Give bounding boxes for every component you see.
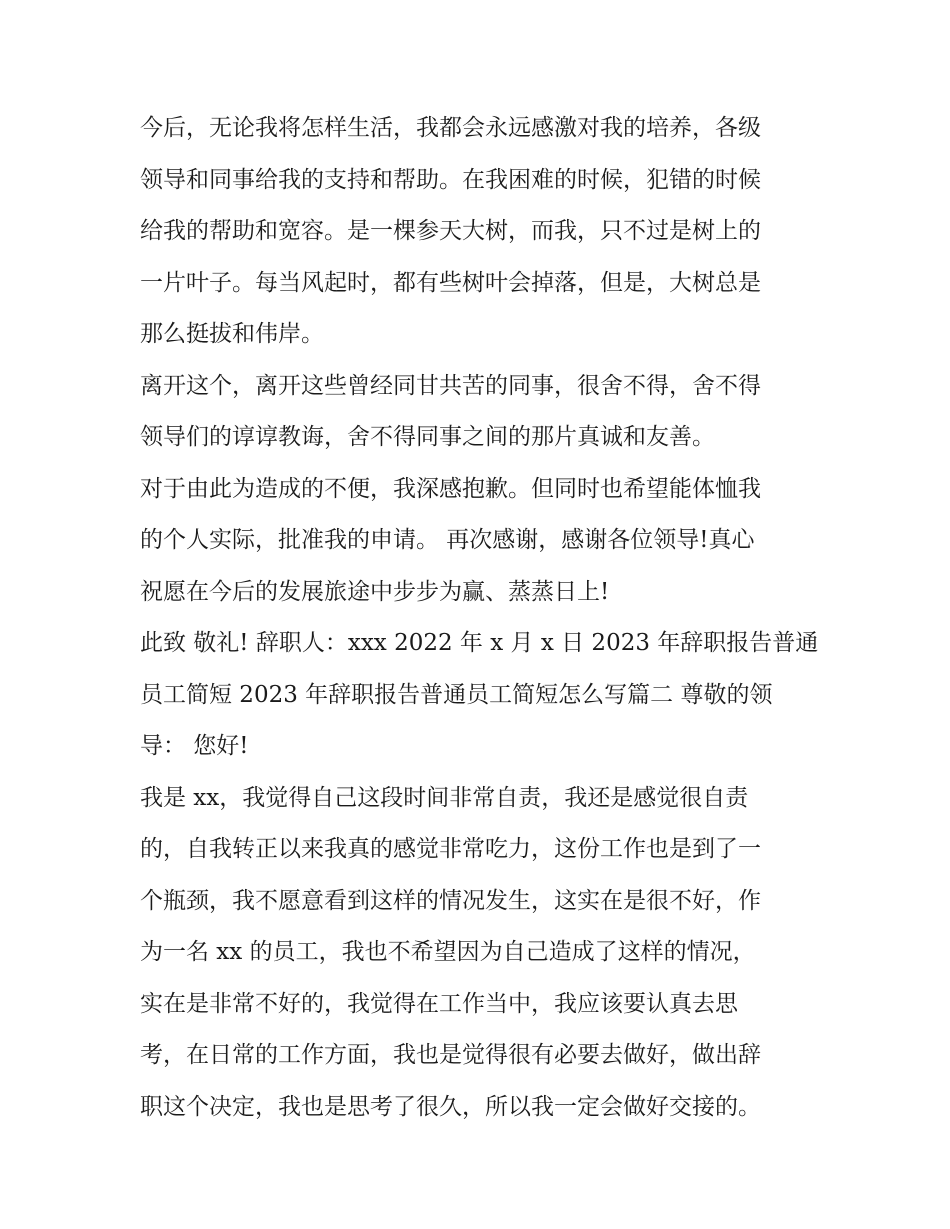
text-line: 领导和同事给我的支持和帮助。在我困难的时候，犯错的时候 <box>140 166 761 193</box>
text-line: 导： 您好! <box>140 733 249 759</box>
text-line: 实在是非常不好的，我觉得在工作当中，我应该要认真去思 <box>140 990 738 1017</box>
text-line: 此致 敬礼! 辞职人：xxx 2022 年 x 月 x 日 2023 年辞职报告普通 <box>140 630 819 656</box>
text-line: 离开这个，离开这些曾经同甘共苦的同事，很舍不得，舍不得 <box>140 372 761 399</box>
text-line: 我是 xx，我觉得自己这段时间非常自责，我还是感觉很自责 <box>140 784 749 811</box>
text-line: 对于由此为造成的不便，我深感抱歉。但同时也希望能体恤我 <box>140 475 761 502</box>
text-line: 考，在日常的工作方面，我也是觉得很有必要去做好，做出辞 <box>140 1042 761 1068</box>
text-line: 给我的帮助和宽容。是一棵参天大树，而我，只不过是树上的 <box>140 218 761 244</box>
text-line: 员工简短 2023 年辞职报告普通员工简短怎么写篇二 尊敬的领 <box>140 681 773 708</box>
text-line: 那么挺拔和伟岸。 <box>140 321 324 347</box>
text-line: 领导们的谆谆教诲，舍不得同事之间的那片真诚和友善。 <box>140 424 715 450</box>
text-line: 今后，无论我将怎样生活，我都会永远感激对我的培养，各级 <box>140 115 761 141</box>
text-line: 职这个决定，我也是思考了很久，所以我一定会做好交接的。 <box>140 1093 761 1120</box>
text-line: 一片叶子。每当风起时，都有些树叶会掉落，但是，大树总是 <box>140 269 761 296</box>
text-line: 为一名 xx 的员工，我也不希望因为自己造成了这样的情况， <box>140 939 756 965</box>
text-line: 的，自我转正以来我真的感觉非常吃力，这份工作也是到了一 <box>140 836 761 862</box>
text-line: 个瓶颈，我不愿意看到这样的情况发生，这实在是很不好，作 <box>140 887 761 914</box>
document-body <box>140 103 819 1133</box>
text-line: 的个人实际，批准我的申请。 再次感谢，感谢各位领导!真心 <box>140 527 755 553</box>
text-line: 祝愿在今后的发展旅途中步步为赢、蒸蒸日上! <box>140 578 610 605</box>
